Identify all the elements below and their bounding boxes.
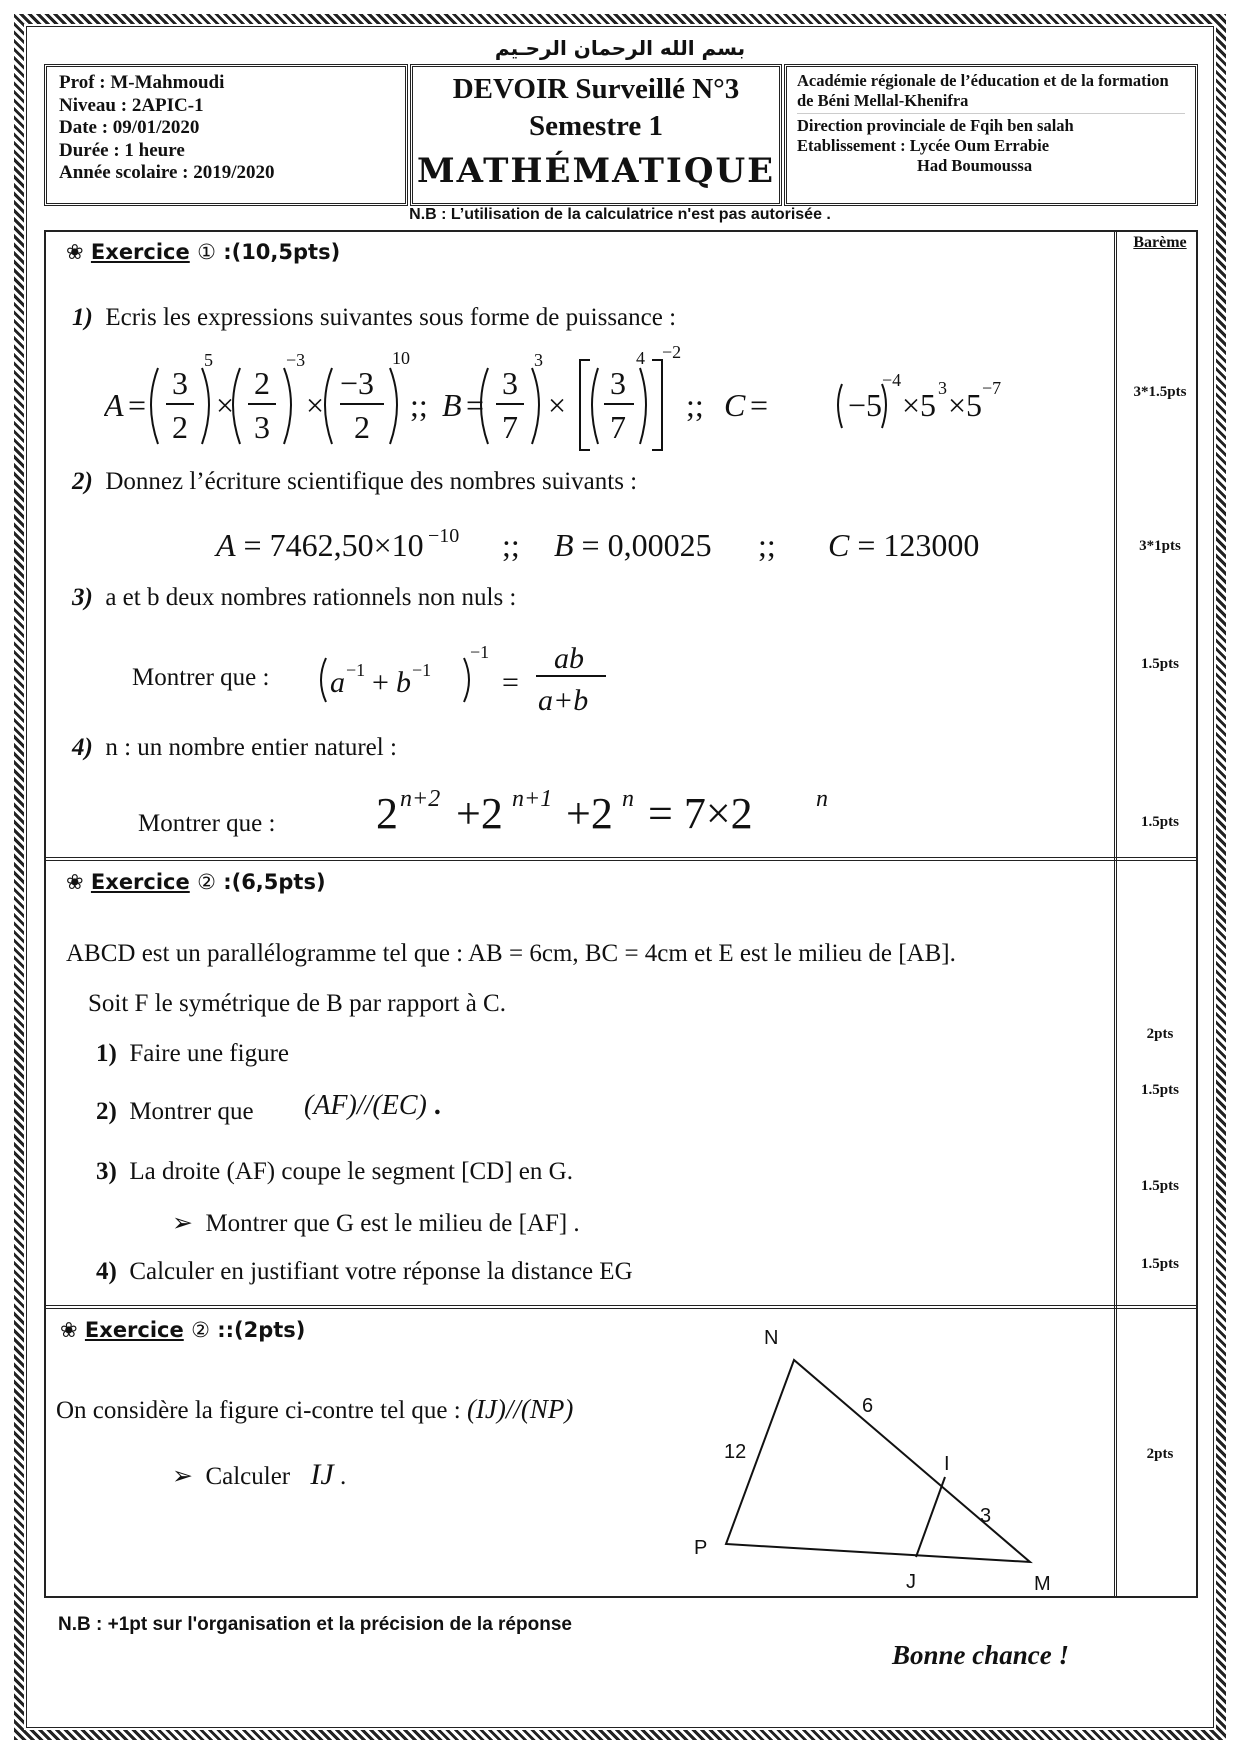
nb-calculator: N.B : L’utilisation de la calculatrice n'est pas autorisée . [409,206,831,223]
header-title-box [410,64,782,206]
ex1-q1-num: 1) [72,304,93,331]
semester: Semestre 1 [529,110,663,142]
divider-ex2-ex3 [44,1305,1198,1309]
svg-text:=: = [466,387,485,423]
ex3-points: ::(2pts) [209,1318,306,1342]
arrow-bullet-icon: ➢ [172,1210,193,1237]
ex1-q4-text: n : un nombre entier naturel : [105,734,397,761]
ex1-q4-show: Montrer que : [138,810,276,837]
svg-text:3: 3 [610,365,626,401]
bareme-label: Barème [1133,234,1187,251]
svg-text:3: 3 [502,365,518,401]
svg-text:+: + [372,666,389,699]
svg-text:;;: ;; [502,527,520,563]
ex1-q1-text: Ecris les expressions suivantes sous forme de puissance : [105,304,677,331]
svg-text:4: 4 [636,348,645,368]
svg-text:A = 7462,50×10: A = 7462,50×10 [216,527,424,563]
ex2-q3b-text: Montrer que G est le milieu de [AF] . [205,1210,580,1237]
ex1-q4-num: 4) [72,734,93,761]
label-12: 12 [724,1441,747,1463]
label-I: I [944,1453,950,1475]
ex2-q3-text: La droite (AF) coupe le segment [CD] en G. [129,1158,573,1185]
ex2-q1 [96,1040,289,1068]
label-3: 3 [980,1505,992,1527]
direction: Direction provinciale de Fqih ben salah [797,116,1074,135]
duration: Durée : 1 heure [59,139,185,161]
flower-icon: ❀ [66,240,84,264]
svg-text:3: 3 [938,378,947,398]
divider-ex1-ex2 [44,857,1198,861]
svg-text:=: = [502,666,519,699]
svg-text:2: 2 [172,409,188,445]
svg-text:7: 7 [610,409,626,445]
header-info-right [784,64,1198,206]
ex2-q3 [96,1158,573,1186]
ex1-word: Exercice [90,240,190,264]
school-year: Année scolaire : 2019/2020 [59,162,275,183]
closing-text: Bonne chance ! [892,1640,1070,1670]
ex1-q4-formula [376,780,936,840]
svg-text:−5: −5 [848,387,883,423]
svg-text:7: 7 [502,409,518,445]
svg-text:n: n [816,786,828,812]
ex1-number: ① [197,240,216,264]
svg-text:×5: ×5 [902,387,937,423]
svg-text:10: 10 [392,348,410,368]
ex1-q2 [72,468,637,496]
svg-text:ab: ab [554,642,584,675]
ex1-q1 [72,304,676,332]
ex1-bareme-3: 1.5pts [1141,656,1179,672]
nb-organisation: N.B : +1pt sur l'organisation et la précision de la réponse [58,1614,572,1635]
ex1-title [66,240,340,264]
ex1-bareme-4: 1.5pts [1141,814,1179,830]
ex3-number: ② [191,1318,210,1342]
ex2-q2-formula: (AF)//(EC) . [304,1090,441,1121]
svg-text:−1: −1 [470,642,490,662]
svg-text:C = 123000: C = 123000 [828,527,980,563]
svg-text:−3: −3 [286,350,306,370]
date: Date : 09/01/2020 [59,117,200,138]
svg-text:b: b [396,666,411,699]
svg-text:−1: −1 [346,660,366,680]
label-N: N [764,1327,779,1349]
svg-text:n: n [622,786,634,812]
ex1-q3-num: 3) [72,584,93,611]
label-P: P [694,1537,708,1559]
svg-text:−4: −4 [882,370,902,390]
svg-text:n+2: n+2 [400,786,441,812]
svg-text:a+b: a+b [538,684,589,716]
ex1-q3 [72,584,516,612]
ex3-calc: ➢ Calculer IJ . [172,1458,347,1491]
ex1-q4 [72,734,397,762]
level: Niveau : 2APIC-1 [59,94,204,116]
svg-text:2: 2 [376,789,398,838]
svg-text:×: × [216,387,235,423]
ex2-intro: ABCD est un parallélogramme tel que : AB = 6cm, BC = 4cm et E est le milieu de [AB]. [66,940,956,967]
svg-text:=: = [750,387,769,423]
svg-text:−3: −3 [340,365,375,401]
ex1-q3-show: Montrer que : [132,664,270,691]
ex2-q2-num: 2) [96,1098,117,1125]
ex2-q3b [172,1208,580,1238]
subject: MATHÉMATIQUE [416,151,776,191]
ex1-bareme-1: 3*1.5pts [1133,384,1187,400]
expr-B: B [442,387,462,423]
teacher: Prof : M-Mahmoudi [59,72,225,93]
ex3-bareme-1: 2pts [1146,1446,1174,1462]
ex1-q2-num: 2) [72,468,93,495]
sep-1: ;; [410,387,428,423]
svg-text:−7: −7 [982,378,1002,398]
header-info-left [44,64,408,206]
label-J: J [906,1571,916,1593]
svg-text:3: 3 [172,365,188,401]
ex3-intro: On considère la figure ci-contre tel que : (IJ)//(NP) [56,1394,574,1424]
ex2-bareme-4: 1.5pts [1141,1256,1179,1272]
label-6: 6 [862,1395,874,1417]
svg-text:−10: −10 [428,525,460,547]
ex2-q1-num: 1) [96,1040,117,1067]
ex3-title [60,1318,305,1342]
ex2-title [66,870,326,894]
establishment: Etablissement : Lycée Oum Errabie [797,136,1050,155]
ex1-q2-numbers [210,518,1010,568]
svg-text:+2: +2 [566,789,613,838]
ex2-points: :(6,5pts) [215,870,326,894]
ex1-points: :(10,5pts) [215,240,341,264]
svg-text:n+1: n+1 [512,786,553,812]
svg-text:;;: ;; [758,527,776,563]
ex3-word: Exercice [84,1318,184,1342]
svg-text:3: 3 [254,409,270,445]
ex2-word: Exercice [90,870,190,894]
town: Had Boumoussa [917,156,1033,175]
arrow-bullet-icon: ➢ [172,1463,193,1490]
flower-icon: ❀ [66,870,84,894]
triangle-NPM [726,1360,1030,1562]
label-M: M [1034,1573,1051,1595]
ex3-calc-text: Calculer [205,1463,291,1490]
svg-text:B = 0,00025: B = 0,00025 [554,527,712,563]
svg-text:×5: ×5 [948,387,983,423]
ex1-bareme-2: 3*1pts [1139,538,1181,554]
bareme-column-divider [1114,230,1117,1598]
ex2-q4-num: 4) [96,1258,117,1285]
svg-text:×: × [306,387,325,423]
ex2-bareme-2: 1.5pts [1141,1082,1179,1098]
ex2-bareme-1: 2pts [1146,1026,1174,1042]
ex2-number: ② [197,870,216,894]
triangle-figure [690,1320,1070,1600]
ex1-q3-text: a et b deux nombres rationnels non nuls : [105,584,517,611]
svg-text:=: = [128,387,147,423]
ex2-bareme-3: 1.5pts [1141,1178,1179,1194]
svg-text:3: 3 [534,350,543,370]
svg-text:= 7×2: = 7×2 [648,789,753,838]
expr-A: A [104,387,124,423]
svg-text:+2: +2 [456,789,503,838]
svg-text:×: × [548,387,567,423]
ex2-intro2: Soit F le symétrique de B par rapport à C. [88,990,506,1017]
exam-title: DEVOIR Surveillé N°3 [452,73,740,105]
flower-icon: ❀ [60,1318,78,1342]
sep-2: ;; [686,387,704,423]
svg-text:a: a [330,666,345,699]
ex1-q2-text: Donnez l’écriture scientifique des nombres suivants : [105,468,638,495]
svg-text:2: 2 [254,365,270,401]
expr-C: C [724,387,746,423]
ex1-q3-formula [314,636,634,716]
svg-text:5: 5 [204,350,213,370]
ex2-q4 [96,1258,633,1286]
ex2-q1-text: Faire une figure [129,1040,289,1067]
svg-text:2: 2 [354,409,370,445]
academy: Académie régionale de l’éducation et de la formation de Béni Mellal-Khenifra [797,71,1185,114]
ex2-q3-num: 3) [96,1158,117,1185]
svg-text:−2: −2 [662,346,682,362]
ex3-intro-text: On considère la figure ci-contre tel que : [56,1397,461,1424]
ex1-q1-expressions [104,346,1064,466]
segment-IJ [916,1477,945,1557]
ex2-q2-text: Montrer que [129,1098,254,1125]
svg-text:−1: −1 [412,660,432,680]
ex2-q4-text: Calculer en justifiant votre réponse la distance EG [129,1258,633,1285]
ex2-q2 [96,1098,254,1126]
bismillah: بسم الله الرحمان الرحـيم [494,36,746,60]
